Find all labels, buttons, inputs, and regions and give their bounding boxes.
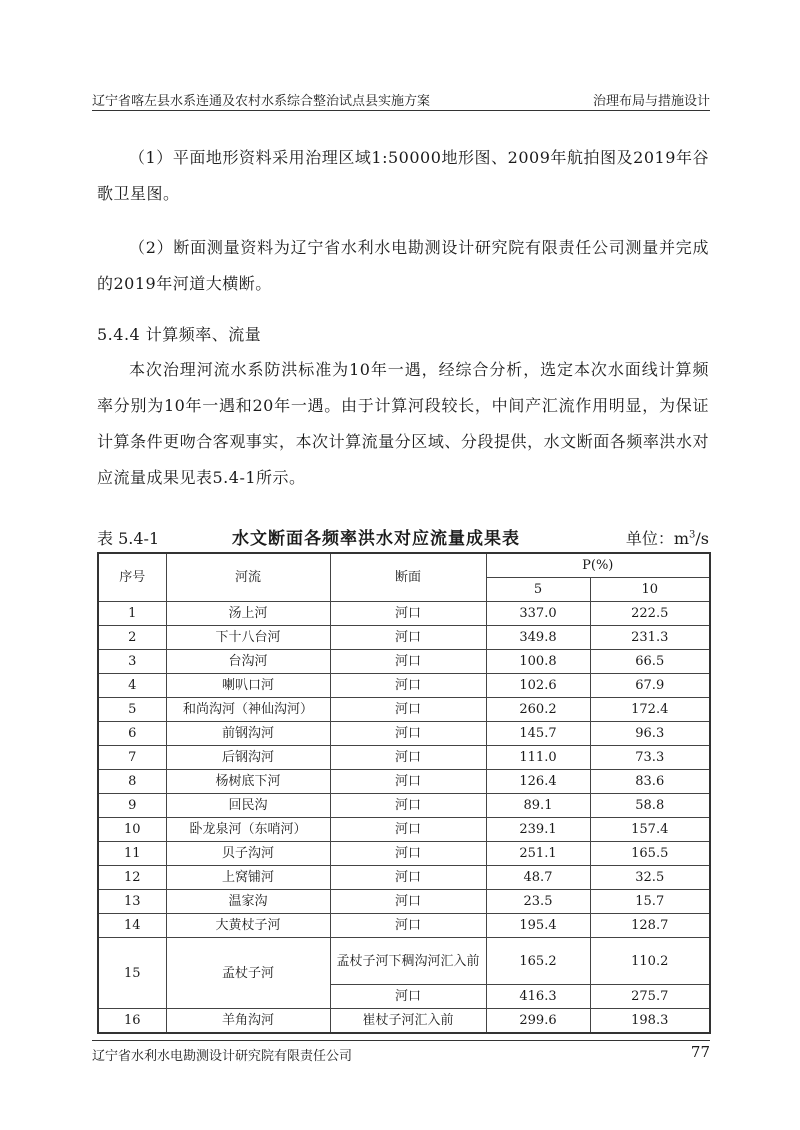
cell-section: 崔杖子河汇入前 xyxy=(330,1009,486,1034)
header-p5: 5 xyxy=(486,578,590,602)
cell-p10: 83.6 xyxy=(590,770,710,794)
header-index: 序号 xyxy=(98,553,166,602)
cell-no: 6 xyxy=(98,722,166,746)
cell-p10: 172.4 xyxy=(590,698,710,722)
cell-no: 4 xyxy=(98,674,166,698)
paragraph-frequency-flow: 本次治理河流水系防洪标准为10年一遇，经综合分析，选定本次水面线计算频率分别为10年一遇和20年一遇。由于计算河段较长，中间产汇流作用明显，为保证计算条件更吻合客观事实，本次计算流量分区域、分段提供，水文断面各频率洪水对应流量成果见表5.4-1所示。 xyxy=(97,360,709,487)
cell-p10: 96.3 xyxy=(590,722,710,746)
cell-section: 河口 xyxy=(330,842,486,866)
cell-no: 8 xyxy=(98,770,166,794)
section-heading: 5.4.4 计算频率、流量 xyxy=(97,325,262,344)
header-chapter-title: 治理布局与措施设计 xyxy=(592,94,710,109)
table-row xyxy=(98,626,710,650)
cell-river: 羊角沟河 xyxy=(166,1009,330,1034)
cell-section: 河口 xyxy=(330,770,486,794)
cell-p5: 48.7 xyxy=(486,866,590,890)
cell-section: 河口 xyxy=(330,698,486,722)
cell-p5: 260.2 xyxy=(486,698,590,722)
cell-no: 11 xyxy=(98,842,166,866)
footer-organization: 辽宁省水利水电勘测设计研究院有限责任公司 xyxy=(92,1049,353,1064)
cell-p5: 89.1 xyxy=(486,794,590,818)
cell-section: 河口 xyxy=(330,746,486,770)
cell-p5: 102.6 xyxy=(486,674,590,698)
cell-section: 河口 xyxy=(330,794,486,818)
cell-river: 大黄杖子河 xyxy=(166,914,330,938)
cell-section: 河口 xyxy=(330,626,486,650)
table-row xyxy=(98,1009,710,1034)
cell-p5: 349.8 xyxy=(486,626,590,650)
cell-river: 孟杖子河 xyxy=(166,938,330,1009)
cell-no: 10 xyxy=(98,818,166,842)
cell-p5: 145.7 xyxy=(486,722,590,746)
cell-p10: 73.3 xyxy=(590,746,710,770)
table-row xyxy=(98,698,710,722)
table-row xyxy=(98,866,710,890)
cell-section: 河口 xyxy=(330,890,486,914)
cell-no: 2 xyxy=(98,626,166,650)
cell-section: 河口 xyxy=(330,674,486,698)
cell-river: 回民沟 xyxy=(166,794,330,818)
cell-p5: 165.2 xyxy=(486,938,590,985)
cell-river: 前钢沟河 xyxy=(166,722,330,746)
cell-section: 河口 xyxy=(330,602,486,626)
page-footer xyxy=(92,1040,710,1064)
cell-no: 16 xyxy=(98,1009,166,1034)
cell-p10: 231.3 xyxy=(590,626,710,650)
cell-p10: 32.5 xyxy=(590,866,710,890)
page-number: 77 xyxy=(690,1043,710,1061)
table-row xyxy=(98,818,710,842)
cell-no: 1 xyxy=(98,602,166,626)
cell-river: 下十八台河 xyxy=(166,626,330,650)
table-unit: 单位：$m^3/s$ xyxy=(625,529,709,548)
table-row xyxy=(98,722,710,746)
table-title: 水文断面各频率洪水对应流量成果表 xyxy=(232,529,520,549)
cell-no: 7 xyxy=(98,746,166,770)
cell-p10: 222.5 xyxy=(590,602,710,626)
header-frequency: P(%) xyxy=(486,553,710,578)
cell-p5: 100.8 xyxy=(486,650,590,674)
cell-p10: 275.7 xyxy=(590,985,710,1009)
cell-no: 9 xyxy=(98,794,166,818)
table-row xyxy=(98,914,710,938)
table-row xyxy=(98,938,710,985)
cell-river: 上窝铺河 xyxy=(166,866,330,890)
cell-p10: 67.9 xyxy=(590,674,710,698)
header-river: 河流 xyxy=(166,553,330,602)
table-row xyxy=(98,674,710,698)
cell-section: 河口 xyxy=(330,818,486,842)
paragraph-terrain-data: （1）平面地形资料采用治理区域1:50000地形图、2009年航拍图及2019年谷歌卫星图。 xyxy=(97,148,709,203)
cell-p10: 157.4 xyxy=(590,818,710,842)
cell-no: 13 xyxy=(98,890,166,914)
table-number: 表 5.4-1 xyxy=(97,529,160,548)
cell-p5: 251.1 xyxy=(486,842,590,866)
cell-section: 河口 xyxy=(330,985,486,1009)
cell-p5: 126.4 xyxy=(486,770,590,794)
table-row xyxy=(98,746,710,770)
cell-p5: 337.0 xyxy=(486,602,590,626)
cell-p5: 111.0 xyxy=(486,746,590,770)
cell-river: 台沟河 xyxy=(166,650,330,674)
header-section: 断面 xyxy=(330,553,486,602)
cell-p10: 165.5 xyxy=(590,842,710,866)
flow-results-table xyxy=(97,552,711,1034)
cell-no: 15 xyxy=(98,938,166,1009)
cell-river: 杨树底下河 xyxy=(166,770,330,794)
cell-p10: 66.5 xyxy=(590,650,710,674)
table-row xyxy=(98,890,710,914)
cell-river: 后钢沟河 xyxy=(166,746,330,770)
cell-p5: 195.4 xyxy=(486,914,590,938)
cell-river: 和尚沟河（神仙沟河） xyxy=(166,698,330,722)
cell-no: 14 xyxy=(98,914,166,938)
table-caption xyxy=(97,524,709,550)
cell-no: 12 xyxy=(98,866,166,890)
table-row xyxy=(98,770,710,794)
table-row xyxy=(98,794,710,818)
table-row xyxy=(98,602,710,626)
cell-p10: 110.2 xyxy=(590,938,710,985)
cell-section: 孟杖子河下稠沟河汇入前 xyxy=(330,938,486,985)
cell-section: 河口 xyxy=(330,866,486,890)
header-p10: 10 xyxy=(590,578,710,602)
cell-river: 喇叭口河 xyxy=(166,674,330,698)
cell-p5: 416.3 xyxy=(486,985,590,1009)
table-row xyxy=(98,842,710,866)
cell-p5: 239.1 xyxy=(486,818,590,842)
cell-river: 汤上河 xyxy=(166,602,330,626)
cell-section: 河口 xyxy=(330,650,486,674)
header-document-title: 辽宁省喀左县水系连通及农村水系综合整治试点县实施方案 xyxy=(92,94,431,109)
cell-p10: 58.8 xyxy=(590,794,710,818)
cell-no: 5 xyxy=(98,698,166,722)
cell-p5: 23.5 xyxy=(486,890,590,914)
cell-river: 贝子沟河 xyxy=(166,842,330,866)
cell-river: 温家沟 xyxy=(166,890,330,914)
cell-p10: 128.7 xyxy=(590,914,710,938)
cell-p10: 15.7 xyxy=(590,890,710,914)
cell-no: 3 xyxy=(98,650,166,674)
page-header xyxy=(92,88,710,111)
cell-p10: 198.3 xyxy=(590,1009,710,1034)
cell-p5: 299.6 xyxy=(486,1009,590,1034)
cell-section: 河口 xyxy=(330,722,486,746)
cell-river: 卧龙泉河（东哨河） xyxy=(166,818,330,842)
table-row xyxy=(98,650,710,674)
paragraph-section-survey: （2）断面测量资料为辽宁省水利水电勘测设计研究院有限责任公司测量并完成的2019年河道大横断。 xyxy=(97,238,709,293)
cell-section: 河口 xyxy=(330,914,486,938)
